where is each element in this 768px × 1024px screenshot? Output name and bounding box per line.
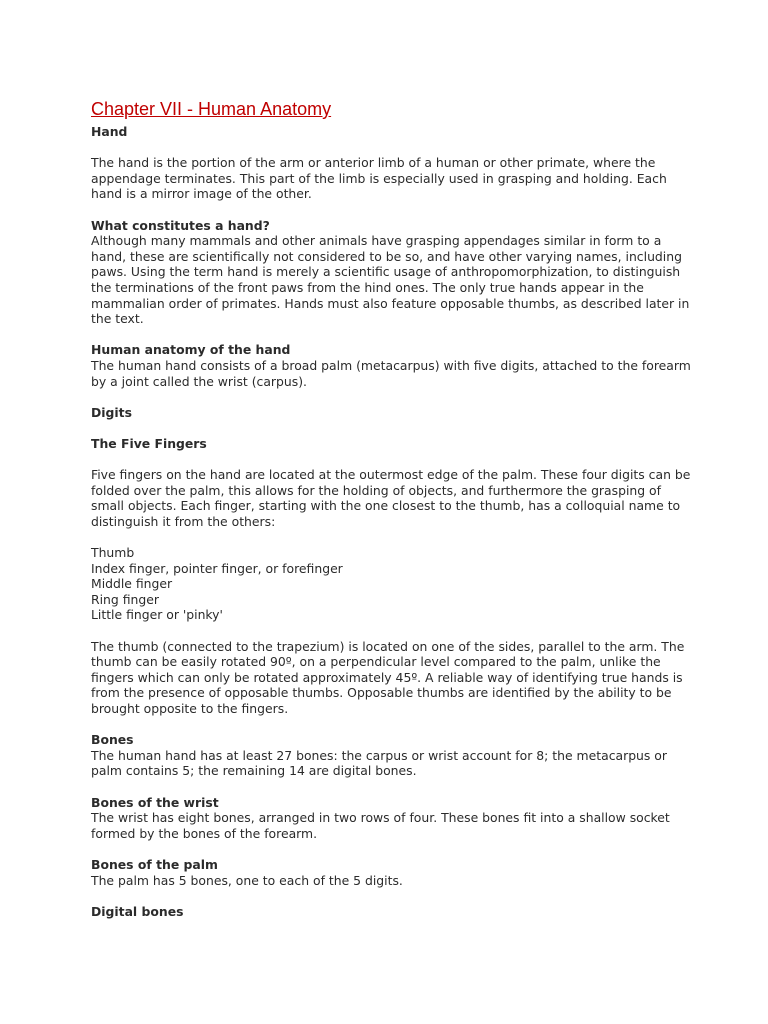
spacer — [91, 420, 691, 436]
list-item: Ring finger — [91, 591, 159, 607]
spacer — [91, 888, 691, 904]
spacer — [91, 717, 691, 733]
paragraph-thumb: The thumb (connected to the trapezium) is located on one of the sides, parallel to the arm. The thumb can be easily rotated 90º, on a perpendicular level compared to the palm, unlike the fingers which can only be rotated approximately 45º. A reliable way of identifying true hands is from the presence of opposable thumbs. Opposable thumbs are identified by the ability to be brought opposite to the fingers. — [91, 638, 685, 716]
spacer — [91, 389, 691, 405]
list-item: Index finger, pointer finger, or forefinger — [91, 560, 343, 576]
list-item: Middle finger — [91, 576, 173, 592]
paragraph-hand: The hand is the portion of the arm or anterior limb of a human or other primate, where the appendage terminates. This part of the limb is especially used in grasping and holding. Each hand is a mirror image of the other. — [91, 155, 667, 202]
spacer — [91, 451, 691, 467]
list-item: Thumb — [91, 545, 135, 561]
heading-digits: Digits — [91, 404, 132, 420]
heading-five-fingers: The Five Fingers — [91, 435, 207, 451]
paragraph-bones-palm: The palm has 5 bones, one to each of the 5 digits. — [91, 872, 403, 888]
spacer — [91, 623, 691, 639]
spacer — [91, 140, 691, 156]
heading-bones-wrist: Bones of the wrist — [91, 794, 219, 810]
heading-bones-palm: Bones of the palm — [91, 856, 218, 872]
chapter-title: Chapter VII - Human Anatomy — [91, 99, 332, 119]
heading-bones: Bones — [91, 732, 134, 748]
spacer — [91, 529, 691, 545]
finger-list — [91, 545, 691, 623]
spacer — [91, 327, 691, 343]
heading-digital-bones: Digital bones — [91, 903, 184, 919]
list-item: Little finger or 'pinky' — [91, 607, 223, 623]
paragraph-anatomy: The human hand consists of a broad palm (metacarpus) with five digits, attached to the forearm by a joint called the wrist (carpus). — [91, 357, 691, 389]
paragraph-five-fingers: Five fingers on the hand are located at the outermost edge of the palm. These four digits can be folded over the palm, this allows for the holding of objects, and furthermore the grasping of small objects. Each finger, starting with the one closest to the thumb, has a colloquial name to distinguish it from the others: — [91, 467, 691, 529]
heading-hand: Hand — [91, 124, 128, 139]
paragraph-bones: The human hand has at least 27 bones: the carpus or wrist account for 8; the metacarpus or palm contains 5; the remaining 14 are digital bones. — [91, 747, 667, 779]
spacer — [91, 779, 691, 795]
paragraph-bones-wrist: The wrist has eight bones, arranged in two rows of four. These bones fit into a shallow socket formed by the bones of the forearm. — [91, 810, 670, 841]
document-page — [91, 98, 691, 919]
heading-anatomy: Human anatomy of the hand — [91, 342, 291, 358]
spacer — [91, 202, 691, 218]
heading-what-constitutes: What constitutes a hand? — [91, 217, 270, 233]
spacer — [91, 841, 691, 857]
paragraph-what-constitutes: Although many mammals and other animals have grasping appendages similar in form to a hand, these are scientifically not considered to be so, and have other varying names, including paws. Using the term hand is merely a scientific usage of anthropomorphization, to distinguish the terminations of the front paws from the hind ones. The only true hands appear in the mammalian order of primates. Hands must also feature opposable thumbs, as described later in the text. — [91, 233, 690, 327]
